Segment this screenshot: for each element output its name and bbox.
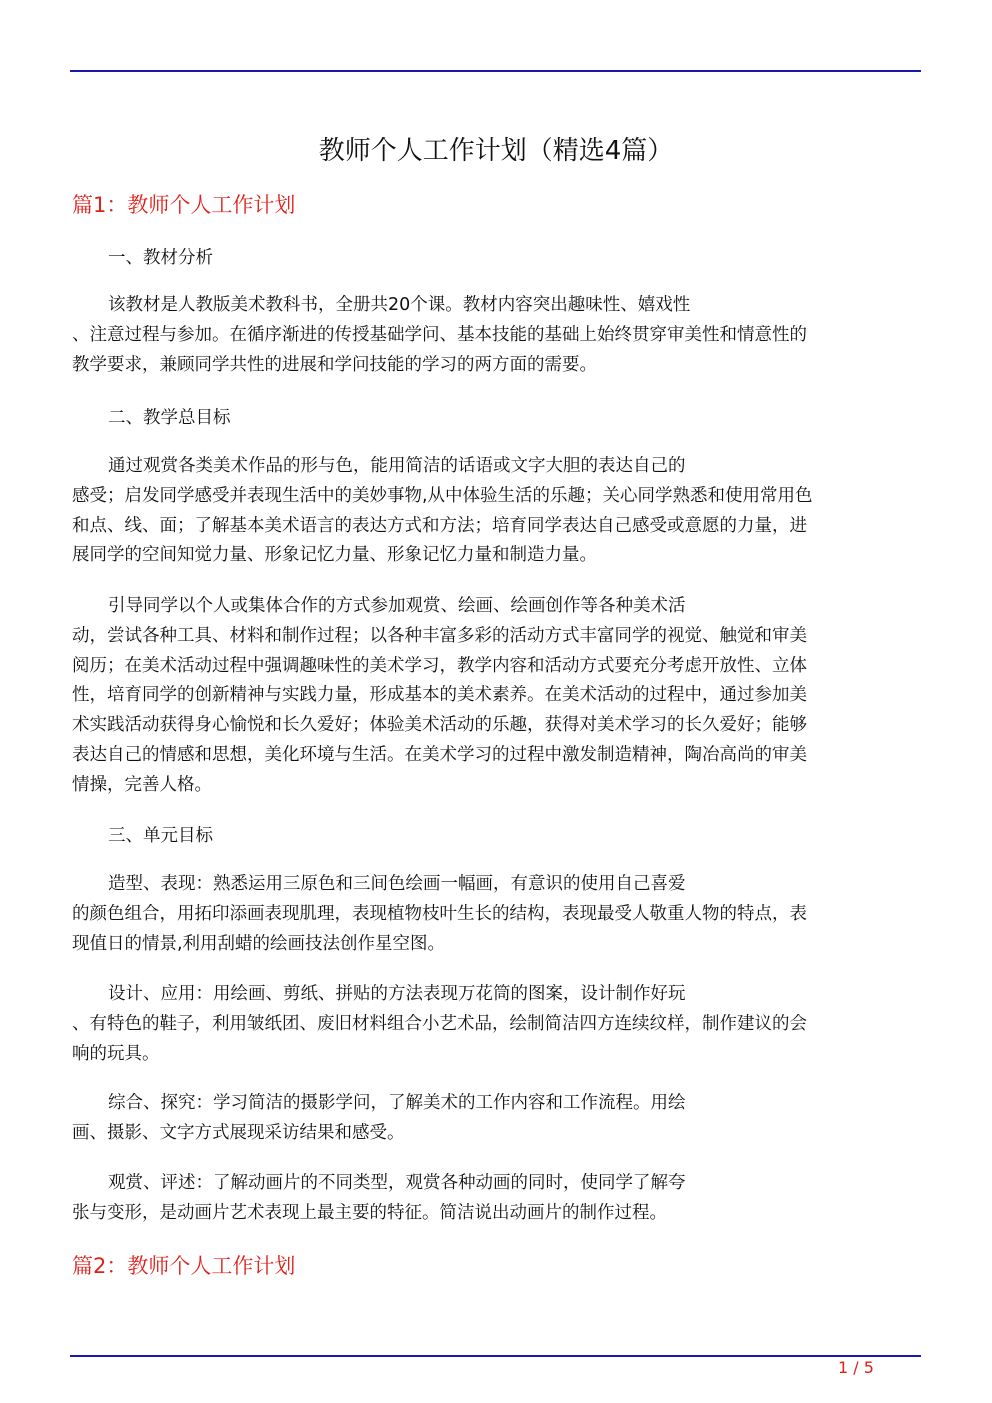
page-title: 教师个人工作计划（精选4篇） [318,136,674,166]
text-line: 、有特色的鞋子，利用皱纸团、废旧材料组合小艺术品，绘制简洁四方连续纹样，制作建议的会 [72,1013,807,1034]
paragraph [72,452,922,571]
text-line: 引导同学以个人或集体合作的方式参加观赏、绘画、绘画创作等各种美术活 [108,596,686,616]
top-rule [70,70,921,72]
text-line: 画、摄影、文字方式展现采访结果和感受。 [72,1122,405,1143]
section-heading-2: 篇2：教师个人工作计划 [72,1254,296,1278]
paragraph [72,870,922,959]
text-line: 教学要求，兼顾同学共性的进展和学问技能的学习的两方面的需要。 [72,354,597,375]
text-line: 阅历；在美术活动过程中强调趣味性的美术学习，教学内容和活动方式要充分考虑开放性、立体 [72,655,807,676]
text-line: 术实践活动获得身心愉悦和长久爱好；体验美术活动的乐趣，获得对美术学习的长久爱好；能够 [72,715,807,736]
paragraph [72,291,922,380]
text-line: 的颜色组合，用拓印添画表现肌理，表现植物枝叶生长的结构，表现最受人敬重人物的特点，表 [72,903,807,924]
subheading-1: 一、教材分析 [108,248,213,268]
paragraph [72,1169,922,1229]
paragraph [72,592,922,801]
text-line: 情操，完善人格。 [72,774,212,795]
text-line: 和点、线、面；了解基本美术语言的表达方式和方法；培育同学表达自己感受或意愿的力量，进 [72,515,807,536]
subheading-2: 二、教学总目标 [108,408,231,428]
text-line: 、注意过程与参加。在循序渐进的传授基础学问、基本技能的基础上始终贯穿审美性和情意性的 [72,324,807,345]
paragraph [72,980,922,1069]
text-line: 现值日的情景,利用刮蜡的绘画技法创作星空图。 [72,933,446,954]
text-line: 通过观赏各类美术作品的形与色，能用简洁的话语或文字大胆的表达自己的 [108,456,686,476]
paragraph [72,1089,922,1149]
text-line: 造型、表现：熟悉运用三原色和三间色绘画一幅画，有意识的使用自己喜爱 [108,874,686,894]
text-line: 感受；启发同学感受并表现生活中的美妙事物,从中体验生活的乐趣；关心同学熟悉和使用常用色 [72,485,813,506]
text-line: 观赏、评述：了解动画片的不同类型，观赏各种动画的同时，使同学了解夸 [108,1173,686,1193]
section-heading-1: 篇1：教师个人工作计划 [72,193,296,217]
bottom-rule [70,1355,921,1357]
text-line: 表达自己的情感和思想，美化环境与生活。在美术学习的过程中激发制造精神，陶冶高尚的审美 [72,744,807,765]
text-line: 该教材是人教版美术教科书，全册共20个课。教材内容突出趣味性、嬉戏性 [108,295,691,315]
text-line: 展同学的空间知觉力量、形象记忆力量、形象记忆力量和制造力量。 [72,545,597,566]
text-line: 响的玩具。 [72,1043,160,1064]
text-line: 综合、探究：学习简洁的摄影学问，了解美术的工作内容和工作流程。用绘 [108,1093,686,1113]
page-number: 1 / 5 [838,1358,874,1377]
text-line: 动，尝试各种工具、材料和制作过程；以各种丰富多彩的活动方式丰富同学的视觉、触觉和审美 [72,625,807,646]
text-line: 张与变形，是动画片艺术表现上最主要的特征。简洁说出动画片的制作过程。 [72,1202,667,1223]
text-line: 设计、应用：用绘画、剪纸、拼贴的方法表现万花筒的图案，设计制作好玩 [108,984,686,1004]
subheading-3: 三、单元目标 [108,826,213,846]
text-line: 性，培育同学的创新精神与实践力量，形成基本的美术素养。在美术活动的过程中，通过参加美 [72,685,807,706]
